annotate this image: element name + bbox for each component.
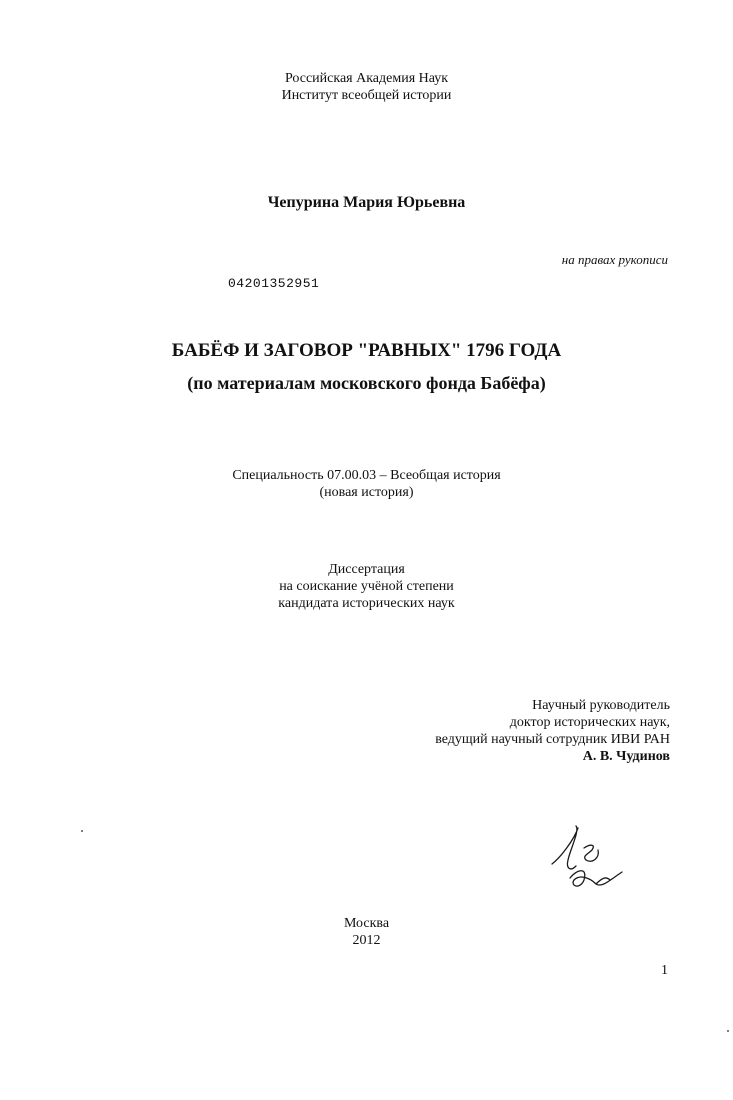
supervisor-role: Научный руководитель [532, 698, 670, 713]
page-number: 1 [661, 963, 668, 978]
author-name: Чепурина Мария Юрьевна [267, 194, 466, 211]
supervisor-block [435, 697, 670, 765]
scan-speck [81, 830, 83, 832]
specialty-line: Специальность 07.00.03 – Всеобщая история [232, 468, 501, 483]
supervisor-position: ведущий научный сотрудник ИВИ РАН [435, 732, 670, 747]
city: Москва [343, 916, 390, 931]
manuscript-note: на правах рукописи [561, 252, 668, 267]
scan-speck [727, 1030, 729, 1032]
institution-academy: Российская Академия Наук [284, 71, 449, 86]
year: 2012 [352, 933, 381, 948]
supervisor-degree: доктор исторических наук, [509, 715, 670, 730]
catalog-number: 04201352951 [228, 276, 320, 291]
degree-type: Диссертация [328, 562, 405, 577]
institution-institute: Институт всеобщей истории [281, 88, 452, 103]
handwritten-signature [540, 820, 635, 900]
specialty-subline: (новая история) [319, 485, 414, 500]
degree-field: кандидата исторических наук [278, 596, 455, 611]
dissertation-title: БАБЁФ И ЗАГОВОР "РАВНЫХ" 1796 ГОДА [171, 340, 562, 361]
dissertation-subtitle: (по материалам московского фонда Бабёфа) [187, 373, 546, 393]
degree-purpose: на соискание учёной степени [279, 579, 454, 594]
supervisor-name: А. В. Чудинов [582, 749, 670, 764]
